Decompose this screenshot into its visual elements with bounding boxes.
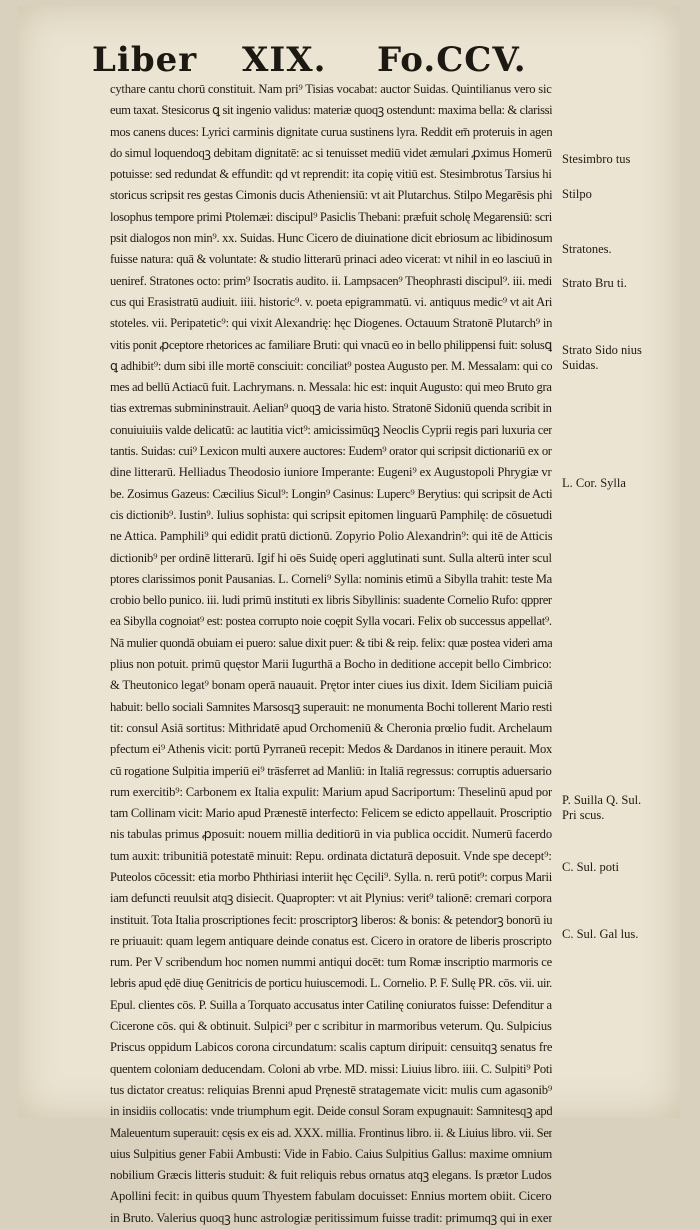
text-line: quentem coloniam deducendam. Coloni ab vrbe. MD. missi: Liuius libro. iiii. C. Sulpiti⁹ Poti	[110, 1061, 552, 1076]
text-line: conuiuiuiis valde delicatū: ac lautitia vict⁹: amicissimūqꝫ Neoclis Cyprii regis pari luxuria cer	[110, 422, 552, 437]
text-line: tantis. Suidas: cui⁹ Lexicon multi auxere auctores: Eudem⁹ orator qui scripsit dictionariū ex or	[110, 444, 552, 459]
text-line: iam defuncti reuulsit atqꝫ disiecit. Quapropter: vt ait Plynius: verit⁹ talionē: cremari corpora	[110, 891, 552, 906]
text-line: ꝗ adhibit⁹: dum sibi ille mortē consciuit: conciliat⁹ postea Augusto per. M. Messalam: qui co	[110, 358, 552, 373]
text-line: ueniref. Stratones octo: prim⁹ Isocratis audito. ii. Lampsacen⁹ Theophrasti discipul⁹. iii. medi	[110, 273, 552, 288]
text-line: ne Attica. Pamphili⁹ qui edidit pratū dictionū. Zopyrio Polio Alexandrin⁹: qui itē de Atticis	[110, 529, 552, 544]
text-line: Puteolos cōcessit: etia morbo Phthiriasi interiit hęc Cęcili⁹. Sylla. n. rerū potit⁹: corpus Marii	[110, 869, 552, 884]
text-line: & Theutonico legat⁹ bonam operā nauauit. Prętor inter ciues ius dixit. Idem Siciliam puiciā	[110, 678, 552, 693]
text-line: uius Sulpitius gener Fabii Ambusti: Vide in Fabio. Caius Sulpitius Gallus: maxime omnium	[110, 1146, 552, 1161]
text-line: cythare cantu chorū constituit. Nam pri⁹ Tisias vocabat: auctor Suidas. Quintilianus vero sic	[110, 82, 552, 96]
text-line: re priuauit: quam legem antiquare deinde conatus est. Cicero in oratore de liberis proscripto	[110, 933, 552, 948]
text-line: cis dictionib⁹. Iustin⁹. Iulius sophista: qui scripsit epitomen linguarū Pamphilę: de cōsuetudi	[110, 507, 552, 522]
text-line: Priscus oppidum Labicos corona circundatum: scalis captum diripuit: censuitqꝫ senatus fre	[110, 1040, 552, 1055]
text-line: Maleuentum superauit: cęsis ex eis ad. XXX. millia. Frontinus libro. ii. & Liuius libro. vii. Ser	[110, 1125, 552, 1140]
text-line: nobilium Græcis litteris studuit: & fuit reliquis rebus ornatus atqꝫ elegans. Is prætor Ludos	[110, 1168, 552, 1183]
text-line: losophus tempore primi Ptolemæi: discipul⁹ Pasiclis Thebani: præfuit scholę Megarensiū: scri	[110, 209, 552, 224]
folio-number: Fo.CCV.	[377, 40, 527, 80]
running-head-liber: Liber	[92, 40, 198, 80]
text-line: tam Collinam vicit: Mario apud Prænestē interfecto: Felicem se edicto appellauit. Proscriptio	[110, 806, 552, 821]
text-line: mes ad bellū Actiacū fuit. Lachrymans. n. Messala: hic est: inquit Augusto: qui meo Bruto gra	[110, 380, 552, 395]
text-line: psit dialogos non min⁹. xx. Suidas. Hunc Cicero de diuinatione dicit ebriosum ac libidinosum	[110, 231, 552, 246]
margin-note-strato-bruti: Strato Bru ti.	[562, 276, 627, 290]
margin-note-stilpo: Stilpo	[562, 187, 592, 201]
text-line: in Bruto. Valerius quoqꝫ hunc astrologiæ peritissimum fuisse tradit: primumqꝫ qui in exer	[110, 1210, 552, 1225]
text-line: lebris apud ędē diuę Genitricis de porticu huiuscemodi. L. Cornelio. P. F. Sullę PR. cōs. vii. uir.	[110, 976, 552, 991]
text-line: ptores clarissimos ponit Pausanias. L. Corneli⁹ Sylla: nominis etimū a Sibylla trahit: teste Ma	[110, 571, 552, 586]
text-line: stoteles. vii. Peripatetic⁹: qui vixit Alexandrię: hęc Diogenes. Octauum Stratonē Plutarch⁹ in	[110, 316, 552, 331]
text-line: mos canens duces: Lyrici carminis dignitate curua sustinens lyra. Reddit em̄ proteruis in agen	[110, 124, 552, 139]
text-line: habuit: bello sociali Samnites Marsosqꝫ superauit: ne monumenta Bochi tollerent Mario resti	[110, 699, 552, 714]
text-line: Epul. clientes cōs. P. Suilla a Torquato accusatus inter Catilinę coniuratos fuisse: Defenditur a	[110, 997, 552, 1012]
text-line: storicus scripsit res gestas Cimonis ducis Atheniensiū: vt ait Plutarchus. Stilpo Megarēsis phi	[110, 188, 552, 203]
text-line: tum auxit: tribunitiā potestatē minuit: Repu. ordinata dictaturā deposuit. Vnde spe decept⁹:	[110, 848, 552, 863]
text-line: tit: consul Asiā sortitus: Mithridatē apud Orchomeniū & Cheronia prœlio fudit. Archelaum	[110, 720, 552, 735]
text-line: fuisse natura: quā & voluntate: & studio litterarū prinaci adeo vicerat: vt nihil in eo lasciuū in	[110, 252, 552, 267]
text-line: eum taxat. Stesicorus ꝗ sit ingenio validus: materiæ quoqꝫ ostendunt: maxima bella: & clarissi	[110, 103, 552, 118]
text-line: ea Sibylla cognoiat⁹ est: postea corrupto noie coępit Sylla vocari. Felix ob successus appellat⁹.	[110, 614, 552, 629]
margin-note-l-cor-sylla: L. Cor. Sylla	[562, 476, 626, 490]
text-line: cus qui Erasistratū audiuit. iiii. historic⁹. v. poeta epigrammatū. vi. antiquus medic⁹ vt ait Ari	[110, 294, 552, 309]
text-line: rum. Per V scribendum hoc nomen nummi antiqui docēt: tum Romæ inscriptio marmoris ce	[110, 955, 552, 970]
body-text	[110, 79, 552, 1229]
text-line: pfectum ei⁹ Athenis vicit: portū Pyrraneū recepit: Medos & Dardanos in itinere perauit. Mox	[110, 742, 552, 757]
text-line: dine litterarū. Helliadus Theodosio iuniore Imperante: Eugeni⁹ ex Augustopoli Phrygiæ vr	[110, 465, 552, 480]
margin-note-strato-sidonius: Strato Sido nius Suidas.	[562, 343, 642, 372]
text-line: tias extremas submininstrauit. Aelian⁹ quoqꝫ de varia histo. Stratonē Sidoniū quenda scribit in	[110, 401, 552, 416]
margin-note-stratones: Stratones.	[562, 242, 612, 256]
text-line: cū rogatione Sulpitia imperiū ei⁹ trāsferret ad Manliū: in Italiā regressus: corruptis aduersario	[110, 763, 552, 778]
text-line: do simul loquendoqꝫ debitam dignitatē: ac si tenuisset mediū videt æmulari ꝓximus Homerū	[110, 145, 552, 160]
book-number: XIX.	[242, 40, 327, 80]
margin-note-c-sul-poti: C. Sul. poti	[562, 860, 619, 874]
text-line: plius non potuit. primū quęstor Marii Iugurthā a Bocho in deditione accepit bello Cimbrico:	[110, 657, 552, 672]
text-line: potuisse: sed redundat & effundit: qd vt reprendit: ita copię vitiū est. Stesimbrotus Tarsius hi	[110, 167, 552, 182]
text-line: rum exercitib⁹: Carbonem ex Italia expulit: Marium apud Sacriportum: Theselinū apud por	[110, 784, 552, 799]
text-line: instituit. Tota Italia proscriptiones fecit: proscriptorꝫ liberos: & bonis: & petendorꝫ bonorū iu	[110, 912, 552, 927]
text-line: Apollini fecit: in quibus quum Thyestem fabulam docuisset: Ennius mortem obiit. Cicero	[110, 1189, 552, 1204]
margin-note-stesimbrotus: Stesimbro tus	[562, 152, 631, 166]
text-line: Cicerone cōs. qui & obtinuit. Sulpici⁹ per c scribitur in marmoribus veterum. Qu. Sulpicius	[110, 1019, 552, 1034]
text-line: crobio bello punico. iii. ludi primū instituti ex libris Sibyllinis: suadente Cornelio Rufo: qpprer	[110, 593, 552, 608]
text-line: in insidiis collocatis: vnde triumphum egit. Deide consul Soram expugnauit: Samnitesqꝫ apd	[110, 1104, 552, 1119]
margin-note-c-sul-gallus: C. Sul. Gal lus.	[562, 927, 639, 941]
text-line: vitis ponit ꝓceptore rhetorices ac familiare Bruti: qui vnacū eo in bello philippensi fuit: solusꝗ	[110, 337, 552, 352]
margin-note-p-suilla: P. Suilla Q. Sul. Pri scus.	[562, 793, 642, 822]
text-line: tus dictator creatus: reliquias Brenni apud Pręnestē stratagemate vicit: mulis cum agasonib⁹	[110, 1082, 552, 1097]
text-line: dictionib⁹ per ordinē litterarū. Igif hi oēs Suidę operi agglutinati sunt. Sulla alterū inter scul	[110, 550, 552, 565]
text-line: nis tabulas primus ꝓposuit: nouem millia deditiorū in via publica occidit. Numerū facerdo	[110, 827, 552, 842]
text-line: be. Zosimus Gazeus: Cæcilius Sicul⁹: Longin⁹ Casinus: Luperc⁹ Berytius: qui scripsit de Acti	[110, 486, 552, 501]
text-line: Nā mulier quondā obuiam ei puero: salue dixit puer: & tibi & reip. felix: quæ postea videri ama	[110, 635, 552, 650]
